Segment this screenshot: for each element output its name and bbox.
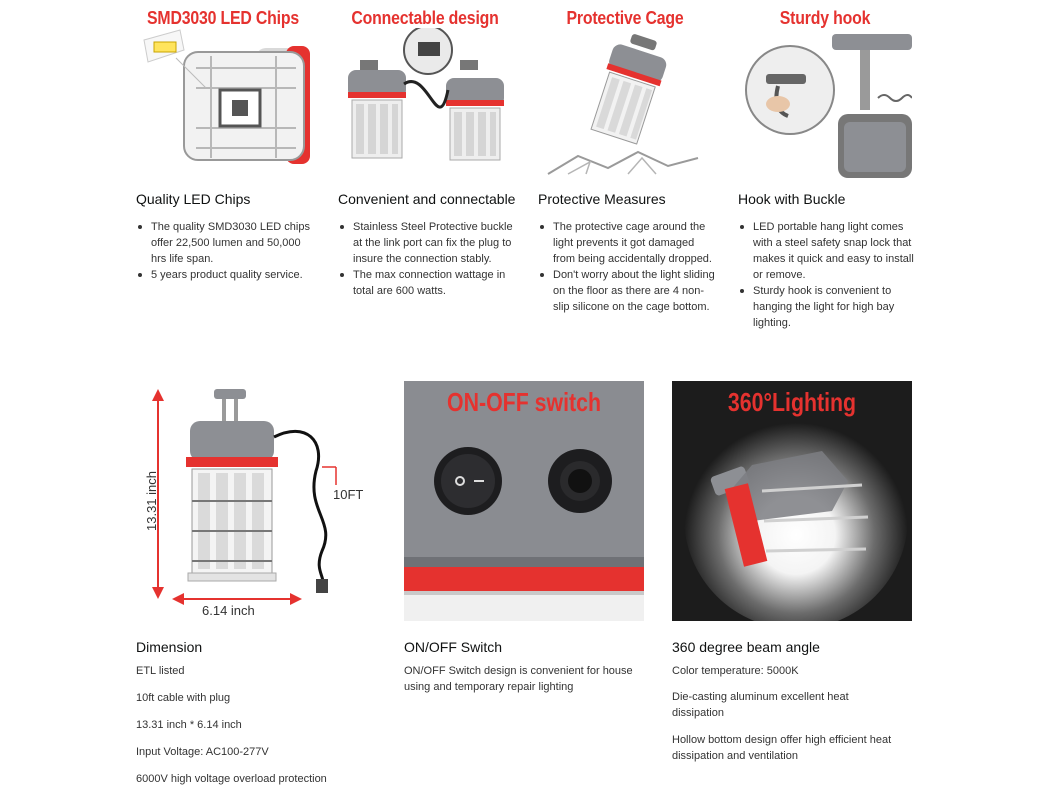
spec-line: Die-casting aluminum excellent heat dissipation — [672, 691, 849, 719]
protective-cage-image — [538, 0, 712, 178]
card-heading: Convenient and connectable — [338, 191, 516, 207]
spec-line: 6000V high voltage overload protection — [136, 773, 327, 785]
card-bullets — [538, 219, 718, 315]
list-item: LED portable hang light comes with a steel safety snap lock that makes it quick and easy to install or remove. — [738, 219, 918, 283]
list-item: Stainless Steel Protective buckle at the link port can fix the plug to insure the connection stably. — [338, 219, 518, 267]
feature-card-360-lighting — [672, 381, 922, 762]
feature-card-protective-cage — [538, 0, 718, 313]
feature-card-connectable — [338, 0, 518, 297]
card-bullets — [338, 219, 518, 299]
image-title: ON-OFF switch — [447, 387, 601, 417]
list-item: Sturdy hook is convenient to hanging the light for high bay lighting. — [738, 283, 918, 331]
card-heading: Quality LED Chips — [136, 191, 251, 207]
card-heading: Hook with Buckle — [738, 191, 846, 207]
dropped-lamp-icon — [538, 28, 712, 178]
list-item: The quality SMD3030 LED chips offer 22,500 lumen and 50,000 hrs life span. — [136, 219, 316, 267]
led-chips-image — [136, 0, 310, 178]
led-cage-closeup-icon — [136, 28, 310, 178]
image-title: SMD3030 LED Chips — [147, 8, 299, 28]
list-item: The max connection wattage in total are 600 watts. — [338, 267, 518, 299]
lamp-dimension-icon — [136, 381, 376, 621]
feature-card-sturdy-hook — [738, 0, 918, 329]
image-title: Protective Cage — [566, 8, 684, 28]
image-title: 360°Lighting — [727, 387, 857, 417]
spec-line: 10ft cable with plug — [136, 692, 231, 704]
spec-line: ETL listed — [136, 665, 185, 677]
card-heading: 360 degree beam angle — [672, 639, 820, 655]
hook-buckle-icon — [738, 28, 912, 178]
cable-length-label: 10FT — [333, 487, 364, 502]
feature-card-led-chips — [136, 0, 316, 281]
feature-card-dimension — [136, 381, 376, 785]
width-label: 6.14 inch — [202, 603, 255, 618]
card-heading: ON/OFF Switch — [404, 639, 503, 655]
connectable-image — [338, 0, 512, 178]
spec-line: Hollow bottom design offer high efficient heat dissipation and ventilation — [672, 734, 892, 762]
image-title: Sturdy hook — [779, 8, 871, 28]
list-item: The protective cage around the light prevents it got damaged from being accidentally dropped. — [538, 219, 718, 267]
switch-image — [404, 381, 644, 621]
card-bullets — [136, 219, 316, 283]
spec-line: 13.31 inch * 6.14 inch — [136, 719, 242, 731]
lighting-image — [672, 381, 912, 621]
height-label: 13.31 inch — [144, 471, 159, 531]
spec-line: Color temperature: 5000K — [672, 665, 799, 677]
spec-line: Input Voltage: AC100-277V — [136, 746, 269, 758]
spec-line: ON/OFF Switch design is convenient for house using and temporary repair lighting — [404, 665, 633, 693]
feature-card-switch — [404, 381, 644, 693]
card-heading: Dimension — [136, 639, 203, 655]
dimension-image — [136, 381, 376, 621]
two-lamps-linked-icon — [338, 28, 512, 178]
image-title: Connectable design — [351, 8, 499, 28]
list-item: Don't worry about the light sliding on the floor as there are 4 non-slip silicone on the cage bottom. — [538, 267, 718, 315]
card-bullets — [738, 219, 918, 331]
card-heading: Protective Measures — [538, 191, 666, 207]
sturdy-hook-image — [738, 0, 912, 178]
list-item: 5 years product quality service. — [136, 267, 316, 283]
